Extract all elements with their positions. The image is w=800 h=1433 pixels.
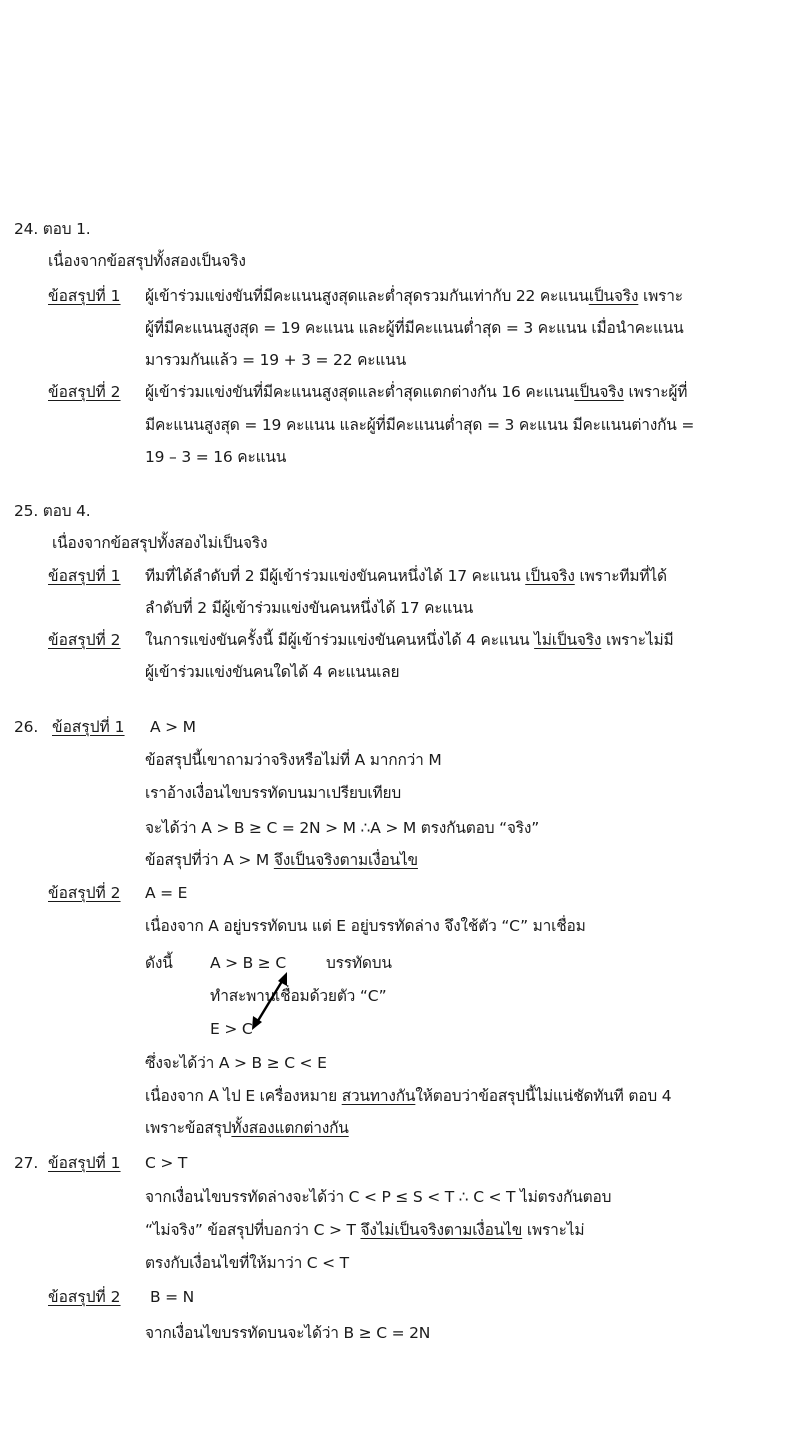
q25-conclusion1-line2: ลำดับที่ 2 มีผู้เข้าร่วมแข่งขันคนหนึ่งได้ 17 คะแนน xyxy=(145,599,473,617)
q26-c2-upper-label: บรรทัดบน xyxy=(326,954,392,972)
q25-conclusion2-label: ข้อสรุปที่ 2 xyxy=(48,631,121,649)
q26-c2-l6-answer: ให้ตอบว่าข้อสรุปนี้ไม่แน่ชัดทันที ตอบ 4 xyxy=(415,1087,672,1105)
q25-intro: เนื่องจากข้อสรุปทั้งสองไม่เป็นจริง xyxy=(52,534,268,552)
q25-c2-verdict: ไม่เป็นจริง xyxy=(534,631,602,649)
q25-conclusion2-line2: ผู้เข้าร่วมแข่งขันคนใดได้ 4 คะแนนเลย xyxy=(145,663,400,681)
q27-number: 27. xyxy=(14,1154,39,1172)
q26-c1-line2: เราอ้างเงื่อนไขบรรทัดบนมาเปรียบเทียบ xyxy=(145,784,402,802)
q26-c1-verdict: จึงเป็นจริงตามเงื่อนไข xyxy=(273,851,418,869)
q26-c2-l7-text: เพราะข้อสรุป xyxy=(145,1119,232,1137)
q26-c1-line1: ข้อสรุปนี้เขาถามว่าจริงหรือไม่ที่ A มากกว่า M xyxy=(145,751,442,769)
q24-conclusion1-line3: มารวมกันแล้ว = 19 + 3 = 22 คะแนน xyxy=(145,351,406,369)
q26-conclusion2-statement: A = E xyxy=(145,884,188,902)
q27-c1-line1: จากเงื่อนไขบรรทัดล่างจะได้ว่า C < P ≤ S < T ∴ C < T ไม่ตรงกันตอบ xyxy=(145,1188,612,1206)
q24-conclusion1-line2: ผู้ที่มีคะแนนสูงสุด = 19 คะแนน และผู้ที่มีคะแนนต่ำสุด = 3 คะแนน เมื่อนำคะแนน xyxy=(145,319,684,337)
q24-conclusion2-line3: 19 – 3 = 16 คะแนน xyxy=(145,448,287,466)
q26-c2-upper-condition: A > B ≥ C xyxy=(210,954,286,972)
q27-c1-l2-text: “ไม่จริง” ข้อสรุปที่บอกว่า C > T xyxy=(145,1221,361,1239)
q26-c2-l6-text: เนื่องจาก A ไป E เครื่องหมาย xyxy=(145,1087,342,1105)
q27-c2-line1: จากเงื่อนไขบรรทัดบนจะได้ว่า B ≥ C = 2N xyxy=(145,1324,431,1342)
q24-c2-text: ผู้เข้าร่วมแข่งขันที่มีคะแนนสูงสุดและต่ำสุดแตกต่างกัน 16 คะแนน xyxy=(145,383,575,401)
q27-conclusion1-statement: C > T xyxy=(145,1154,188,1172)
q25-number: 25. ตอบ 4. xyxy=(14,502,91,520)
q27-conclusion2-label: ข้อสรุปที่ 2 xyxy=(48,1288,121,1306)
q24-c1-verdict: เป็นจริง xyxy=(588,287,639,305)
q26-c2-opposite: สวนทางกัน xyxy=(341,1087,416,1105)
q25-c1-text: ทีมที่ได้ลำดับที่ 2 มีผู้เข้าร่วมแข่งขันคนหนึ่งได้ 17 คะแนน xyxy=(145,567,526,585)
q27-c1-verdict: จึงไม่เป็นจริงตามเงื่อนไข xyxy=(360,1221,523,1239)
q25-c2-text: ในการแข่งขันครั้งนี้ มีผู้เข้าร่วมแข่งขันคนหนึ่งได้ 4 คะแนน xyxy=(145,631,535,649)
q25-conclusion1-label: ข้อสรุปที่ 1 xyxy=(48,567,121,585)
q26-c2-bridge-text: ทำสะพานเชื่อมด้วยตัว “C” xyxy=(210,987,387,1005)
q26-c2-verdict: ทั้งสองแตกต่างกัน xyxy=(231,1119,349,1137)
q27-conclusion2-statement: B = N xyxy=(150,1288,195,1306)
q24-conclusion2-line2: มีคะแนนสูงสุด = 19 คะแนน และผู้ที่มีคะแนนต่ำสุด = 3 คะแนน มีคะแนนต่างกัน = xyxy=(145,416,695,434)
q24-conclusion1-label: ข้อสรุปที่ 1 xyxy=(48,287,121,305)
q25-c1-because: เพราะทีมที่ได้ xyxy=(574,567,667,585)
q26-conclusion2-label: ข้อสรุปที่ 2 xyxy=(48,884,121,902)
q26-c1-l4-text: ข้อสรุปที่ว่า A > M xyxy=(145,851,274,869)
q26-c2-line6 xyxy=(145,1085,671,1107)
q27-c1-line3: ตรงกับเงื่อนไขที่ให้มาว่า C < T xyxy=(145,1254,349,1272)
q24-number: 24. ตอบ 1. xyxy=(14,220,91,238)
q24-c2-because: เพราะผู้ที่ xyxy=(623,383,688,401)
q26-conclusion1-statement: A > M xyxy=(150,718,196,736)
q27-c1-line2 xyxy=(145,1219,584,1241)
q24-conclusion2-label: ข้อสรุปที่ 2 xyxy=(48,383,121,401)
q24-intro: เนื่องจากข้อสรุปทั้งสองเป็นจริง xyxy=(48,252,246,270)
q25-c1-verdict: เป็นจริง xyxy=(525,567,575,585)
q25-c2-because: เพราะไม่มี xyxy=(601,631,674,649)
q24-c1-because: เพราะ xyxy=(638,287,683,305)
q27-conclusion1-label: ข้อสรุปที่ 1 xyxy=(48,1154,121,1172)
q26-c2-line1: เนื่องจาก A อยู่บรรทัดบน แต่ E อยู่บรรทัดล่าง จึงใช้ตัว “C” มาเชื่อม xyxy=(145,917,586,935)
q26-c2-line7 xyxy=(145,1117,349,1139)
q26-c2-lower-condition: E > C xyxy=(210,1020,253,1038)
q24-c1-text: ผู้เข้าร่วมแข่งขันที่มีคะแนนสูงสุดและต่ำสุดรวมกันเท่ากับ 22 คะแนน xyxy=(145,287,589,305)
q26-number: 26. xyxy=(14,718,39,736)
q24-c2-verdict: เป็นจริง xyxy=(574,383,624,401)
q26-c2-line2-prefix: ดังนี้ xyxy=(145,954,173,972)
q26-conclusion1-label: ข้อสรุปที่ 1 xyxy=(52,718,125,736)
q27-c1-because: เพราะไม่ xyxy=(522,1221,585,1239)
q26-c2-line5: ซึ่งจะได้ว่า A > B ≥ C < E xyxy=(145,1054,327,1072)
q26-c1-line3: จะได้ว่า A > B ≥ C = 2N > M ∴A > M ตรงกันตอบ “จริง” xyxy=(145,819,540,837)
